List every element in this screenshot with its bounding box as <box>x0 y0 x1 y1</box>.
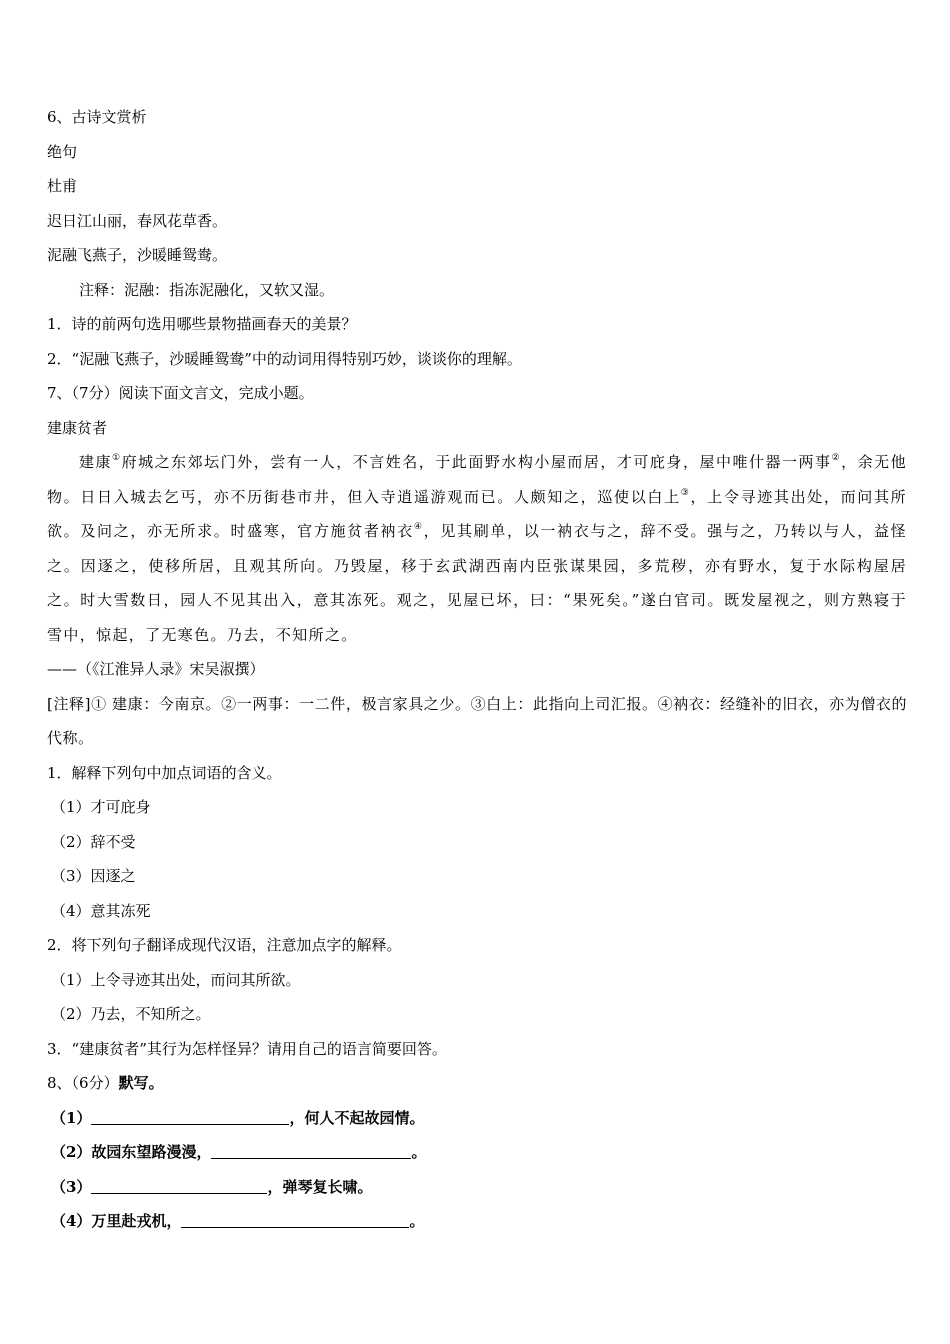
dictation-line-1 <box>47 1101 907 1136</box>
passage-body <box>47 445 907 652</box>
passage-notes: [注释]① 建康：今南京。②一两事：一二件，极言家具之少。③白上：此指向上司汇报。④衲衣：经缝补的旧衣，亦为僧衣的代称。 <box>47 694 907 747</box>
footnote-mark-2: ② <box>831 453 842 463</box>
answer-blank-3[interactable] <box>91 1177 267 1194</box>
q7-translate-1: （1）上令寻迹其出处，而问其所欲。 <box>51 970 301 989</box>
dictation-line-4 <box>47 1204 907 1239</box>
poem-author: 杜甫 <box>47 177 78 195</box>
footnote-mark-4: ④ <box>413 522 424 532</box>
answer-blank-1[interactable] <box>91 1108 289 1125</box>
dictation-1-prefix: （1） <box>51 1108 92 1127</box>
footnote-mark-1: ① <box>112 453 122 463</box>
dictation-1-suffix: ，何人不起故园情。 <box>289 1108 425 1127</box>
dictation-2-prefix: （2）故园东望路漫漫， <box>51 1143 212 1161</box>
q8-heading <box>47 1066 907 1101</box>
q7-question-1: 1．解释下列句中加点词语的含义。 <box>47 763 282 782</box>
poem-note: 注释：泥融：指冻泥融化，又软又湿。 <box>79 280 335 299</box>
answer-blank-4[interactable] <box>181 1211 409 1228</box>
dictation-4-prefix: （4）万里赴戎机， <box>51 1212 182 1230</box>
passage-seg-b: 府城之东郊坛门外，尝有一人，不言姓名，于此面野水构小屋而居，才可庇身，屋中唯什器一两事 <box>121 453 832 471</box>
poem-line-2: 泥融飞燕子，沙暖睡鸳鸯。 <box>47 246 228 264</box>
answer-blank-2[interactable] <box>211 1142 411 1159</box>
dictation-line-3 <box>47 1170 907 1205</box>
q7-translate-2: （2）乃去，不知所之。 <box>51 1005 211 1023</box>
q7-item-2: （2）辞不受 <box>51 832 136 851</box>
footnote-mark-3: ③ <box>680 487 691 498</box>
q6-question-1: 1．诗的前两句选用哪些景物描画春天的美景？ <box>47 315 357 333</box>
passage-seg-e: ，见其刷单，以一衲衣与之，辞不受。强与之，乃转以与人，益怪之。因逐之，使移所居，且观其所向。乃毁屋，移于玄武湖西南内臣张谋果园，多荒秽，亦有野水，复于水际构屋居之。时大雪数日，园人不见其出入，意其冻死。观之，见屋已坏，曰：“果死矣。”遂白官司。既发屋视之，则方熟寝于雪中，惊起，了无寒色。乃去，不知所之。 <box>47 522 908 644</box>
passage-seg-a: 建康 <box>79 453 113 471</box>
q6-heading: 6、古诗文赏析 <box>47 108 147 126</box>
poem-line-1: 迟日江山丽，春风花草香。 <box>47 211 228 230</box>
q7-question-3: 3．“建康贫者”其行为怎样怪异？请用自己的语言简要回答。 <box>47 1039 447 1058</box>
document-page <box>47 100 907 1239</box>
passage-title: 建康贫者 <box>47 418 108 437</box>
dictation-line-2 <box>47 1135 907 1170</box>
q8-heading-prefix: 8、（6分） <box>47 1074 119 1092</box>
q6-question-2: 2．“泥融飞燕子，沙暖睡鸳鸯”中的动词用得特别巧妙，谈谈你的理解。 <box>47 349 522 368</box>
q7-item-1: （1）才可庇身 <box>51 798 151 816</box>
passage-seg-c: ，余无他物。日日入城去乞丐，亦不历街巷市井，但入寺逍遥游观而已。人颇知之，巡使以白上 <box>47 453 907 506</box>
q7-item-4: （4）意其冻死 <box>51 901 151 920</box>
dictation-3-prefix: （3） <box>51 1177 92 1196</box>
passage-source: ——（《江淮异人录》宋吴淑撰） <box>47 660 265 678</box>
q8-heading-bold: 默写。 <box>118 1074 164 1092</box>
q7-heading: 7、（7分）阅读下面文言文，完成小题。 <box>47 384 314 402</box>
dictation-2-suffix: 。 <box>411 1143 427 1161</box>
dictation-3-suffix: ，弹琴复长啸。 <box>267 1177 373 1196</box>
q7-question-2: 2．将下列句子翻译成现代汉语，注意加点字的解释。 <box>47 936 402 954</box>
passage-seg-d: ，上令寻迹其出处，而问其所欲。及问之，亦无所求。时盛寒，官方施贫者衲衣 <box>47 487 907 540</box>
poem-title: 绝句 <box>47 142 78 161</box>
dictation-4-suffix: 。 <box>409 1212 425 1230</box>
q7-item-3: （3）因逐之 <box>51 867 136 885</box>
